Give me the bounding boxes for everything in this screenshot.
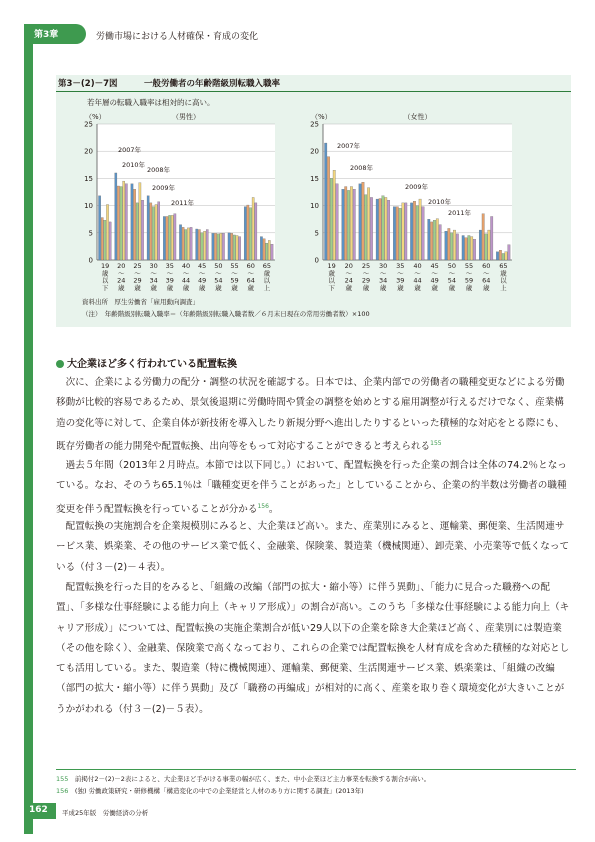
bar [174,214,176,260]
paragraph-1 [56,373,571,457]
bar [131,184,133,260]
bar [359,184,361,260]
year-annotation: 2007年 [337,142,361,150]
footnote-text: (独) 労働政策研究・研修機構「構造変化の中での企業経営と人材のあり方に関する調査」(2013年) [74,787,364,795]
bar [367,188,369,260]
bar [382,196,384,260]
bar [450,233,452,260]
bar [125,184,127,260]
bar [139,183,141,260]
x-tick-label: 19 歳以下 [327,262,336,292]
y-tick-label: 5 [88,229,93,238]
bar [468,236,470,260]
bar [402,203,404,260]
x-tick-label: 55 〜 59 歳 [464,262,474,292]
footnote-rule [56,769,576,770]
footnote-ref: 155 [430,439,442,447]
bar [247,205,249,260]
x-tick-label: 65 歳以上 [499,262,508,292]
footnote-number: 156 [56,787,69,795]
bar [379,199,381,260]
x-tick-label: 45 〜 49 歳 [198,262,207,292]
year-annotation: 2007年 [118,146,142,154]
bar [342,189,344,260]
bar [439,225,441,260]
x-tick-label: 55 〜 59 歳 [230,262,239,292]
paragraph-4: 配置転換を行った目的をみると、「組織の改編（部門の拡大・縮小等）に伴う異動」、「能力に見合った職務への配置」、「多様な仕事経験による能力向上（キャリア形成）」の割合が高い。このうち「多様な仕事経験による能力向上（キャリア形成）」については、配置転換の実施企業割合が低い29人以下の企業を除き大企業ほど高く、産業別には製造業（その他を除く）、金融業、保険業で高くなっており、これらの企業では配置転換を人材育成を含めた積極的な対応としても活用している。また、製造業（特に機械関連）、運輸業、郵便業、生活関連サービス業、娯楽業は、「組織の改編（部門の拡大・縮小等）に伴う異動」及び「職務の再編成」が相対的に高く、産業を取り巻く環境変化が大きいことがうかがわれる（付３－(2)－５表）。 [56,582,570,715]
year-annotation: 2011年 [448,209,472,217]
year-annotation: 2010年 [428,198,452,206]
bar [376,199,378,260]
y-axis-label: （%） [85,113,106,121]
bar [104,220,106,260]
bar [266,243,268,260]
x-tick-label: 60 〜 64 歳 [246,262,255,292]
y-tick-label: 10 [310,202,319,211]
bar [163,216,165,260]
bar [350,187,352,260]
bar [268,240,270,260]
bar [115,173,117,260]
bar [399,208,401,260]
bar [99,196,101,260]
bar [196,229,198,260]
bar [190,227,192,260]
figure-note: （注） 年齢階級別転職入職率＝（年齢階級別転職入職者数／６月末日現在の常用労働者数）×100 [82,310,370,318]
bar [120,187,122,260]
bar [233,235,235,260]
bar [155,205,157,260]
x-tick-label: 30 〜 34 歳 [378,262,388,292]
x-tick-label: 50 〜 54 歳 [214,262,223,292]
footnote-number: 155 [56,775,69,783]
bar [330,178,332,260]
paragraph-1-text: 次に、企業による労働力の配分・調整の状況を確認する。日本では、企業内部での労働者の職種変更などによる労働移動が比較的容易であるため、景気後退期に労働時間や賃金の調整を始めとする雇用調整が行えるだけでなく、産業構造の変化等に対して、企業自体が新技術を導入したり新規分野へ進出したりするといった積極的な対応をとる際にも、既存労働者の能力開発や配置転換、出向等をもって対応することができると考えられる [56,377,565,453]
bar [252,197,254,260]
x-tick-label: 40 〜 44 歳 [413,262,422,292]
y-tick-label: 0 [88,256,93,265]
x-tick-label: 25 〜 29 歳 [133,262,142,292]
bar [448,228,450,260]
bar [465,238,467,260]
y-tick-label: 20 [84,147,93,156]
bar [396,207,398,260]
bar [214,233,216,260]
bar [445,231,447,260]
bar [271,244,273,260]
y-tick-label: 25 [310,120,319,129]
panel-title: （女性） [403,113,432,121]
y-tick-label: 25 [84,120,93,129]
bar [147,196,149,260]
figure-number: 第3－(2)－7図 [58,79,118,89]
x-tick-label: 35 〜 39 歳 [396,262,405,292]
bar [490,216,492,260]
bar [204,231,206,260]
year-annotation: 2008年 [147,166,171,174]
bar [416,206,418,260]
y-tick-label: 20 [310,147,319,156]
running-header: 労働市場における人材確保・育成の変化 [96,32,259,42]
bar [456,234,458,260]
footnote-156 [56,786,364,795]
bar [385,197,387,260]
bar [428,219,430,260]
bar [220,233,222,260]
bar [405,203,407,260]
bar [353,189,355,260]
bar [101,218,103,260]
bar [141,200,143,260]
bar [166,216,168,260]
bar [488,230,490,260]
bar [231,233,233,260]
bar [206,230,208,260]
bar [236,236,238,260]
figure-source: 資料出所 厚生労働省「雇用動向調査」 [82,298,199,306]
x-tick-label: 65 歳以上 [262,262,272,292]
bar [134,189,136,260]
bar [244,207,246,260]
section-heading-text: 大企業ほど多く行われている配置転換 [67,359,237,370]
x-tick-label: 20 〜 24 歳 [344,262,353,292]
bar [169,215,171,260]
bar [179,225,181,260]
bar [158,202,160,260]
bar [496,252,498,260]
bar [217,234,219,260]
year-annotation: 2010年 [122,161,146,169]
section-heading [56,355,237,370]
footnote-155 [56,774,430,783]
year-annotation: 2011年 [171,199,195,207]
x-tick-label: 20 〜 24 歳 [117,262,126,292]
y-tick-label: 5 [314,229,319,238]
bar [362,182,364,260]
figure-subtitle: 若年層の転職入職率は相対的に高い。 [87,98,215,107]
bar [470,237,472,260]
year-annotation: 2008年 [350,164,374,172]
chapter-badge: 第3章 [34,30,59,40]
bar [171,215,173,260]
bar [453,230,455,260]
bar [222,233,224,260]
footnote-text: 前掲付2－(2)－2表によると、大企業ほど手がける事業の幅が広く、また、中小企業ほど主力事業を転換する割合が高い。 [74,775,431,783]
x-tick-label: 30 〜 34 歳 [149,262,158,292]
year-annotation: 2009年 [152,184,176,192]
bar [347,190,349,260]
bar [228,233,230,260]
bar [255,203,257,260]
bar [422,207,424,260]
year-annotation: 2009年 [405,183,429,191]
y-tick-label: 15 [84,174,93,183]
bar [109,222,111,260]
paragraph-2 [56,456,571,520]
panel-title: （男性） [172,113,200,121]
x-tick-label: 45 〜 49 歳 [430,262,439,292]
period: 。 [268,503,279,515]
bar [106,205,108,260]
figure-title: 一般労働者の年齢階級別転職入職率 [144,79,281,89]
y-tick-label: 15 [310,174,319,183]
y-tick-label: 10 [84,202,93,211]
bar [136,203,138,260]
paragraph-3: 配置転換の実施割合を企業規模別にみると、大企業ほど高い。また、産業別にみると、運輸業、郵便業、生活関連サービス業、娯楽業、その他のサービス業で低く、金融業、保険業、製造業（機械関連）、卸売業、小売業等で低くなっている（付３－(2)－４表）。 [56,521,570,573]
bar [327,157,329,260]
x-tick-label: 40 〜 44 歳 [181,262,191,292]
bar [336,184,338,260]
bar [187,228,189,260]
bar [249,208,251,260]
bar [152,207,154,260]
bar [185,230,187,260]
y-tick-label: 0 [314,256,319,265]
x-tick-label: 25 〜 29 歳 [361,262,371,292]
bar [387,200,389,260]
bar [479,230,481,260]
x-tick-label: 50 〜 54 歳 [447,262,457,292]
bar [212,233,214,260]
x-tick-label: 60 〜 64 歳 [482,262,491,292]
bar [333,170,335,260]
running-footer: 平成25年版 労働経済の分析 [62,809,149,817]
bar [502,253,504,260]
bar [419,199,421,260]
x-tick-label: 19 歳以下 [100,262,110,292]
bar [123,181,125,260]
bar [150,203,152,260]
bar [345,187,347,260]
bar [263,239,265,260]
bar [260,237,262,260]
bar [198,230,200,260]
bar [436,219,438,260]
page-number: 162 [29,805,48,815]
bar [485,234,487,260]
bar [370,197,372,260]
bar [508,245,510,260]
bar [482,214,484,260]
bar [393,207,395,260]
bar [410,203,412,260]
paragraph-2-text: 過去５年間（2013年２月時点。本節では以下同じ。）において、配置転換を行った企業の割合は全体の74.2％となっている。なお、そのうち65.1％は「職種変更を伴うことがあった」としていることから、企業の約半数は労働者の職種変更を伴う配置転換を行っていることが分かる [56,460,567,515]
bar [365,195,367,260]
y-axis-label: （%） [311,113,332,121]
bar [325,143,327,260]
bar [433,220,435,260]
bar [462,236,464,260]
bar [430,222,432,260]
bar [201,233,203,260]
bar [117,186,119,260]
bar [505,252,507,260]
bullet-dot-icon [56,360,64,368]
bar [239,237,241,260]
bar [182,227,184,260]
x-tick-label: 35 〜 39 歳 [165,262,174,292]
bar [413,201,415,260]
bar [499,250,501,260]
bar [473,239,475,260]
footnote-ref: 156 [257,502,269,510]
